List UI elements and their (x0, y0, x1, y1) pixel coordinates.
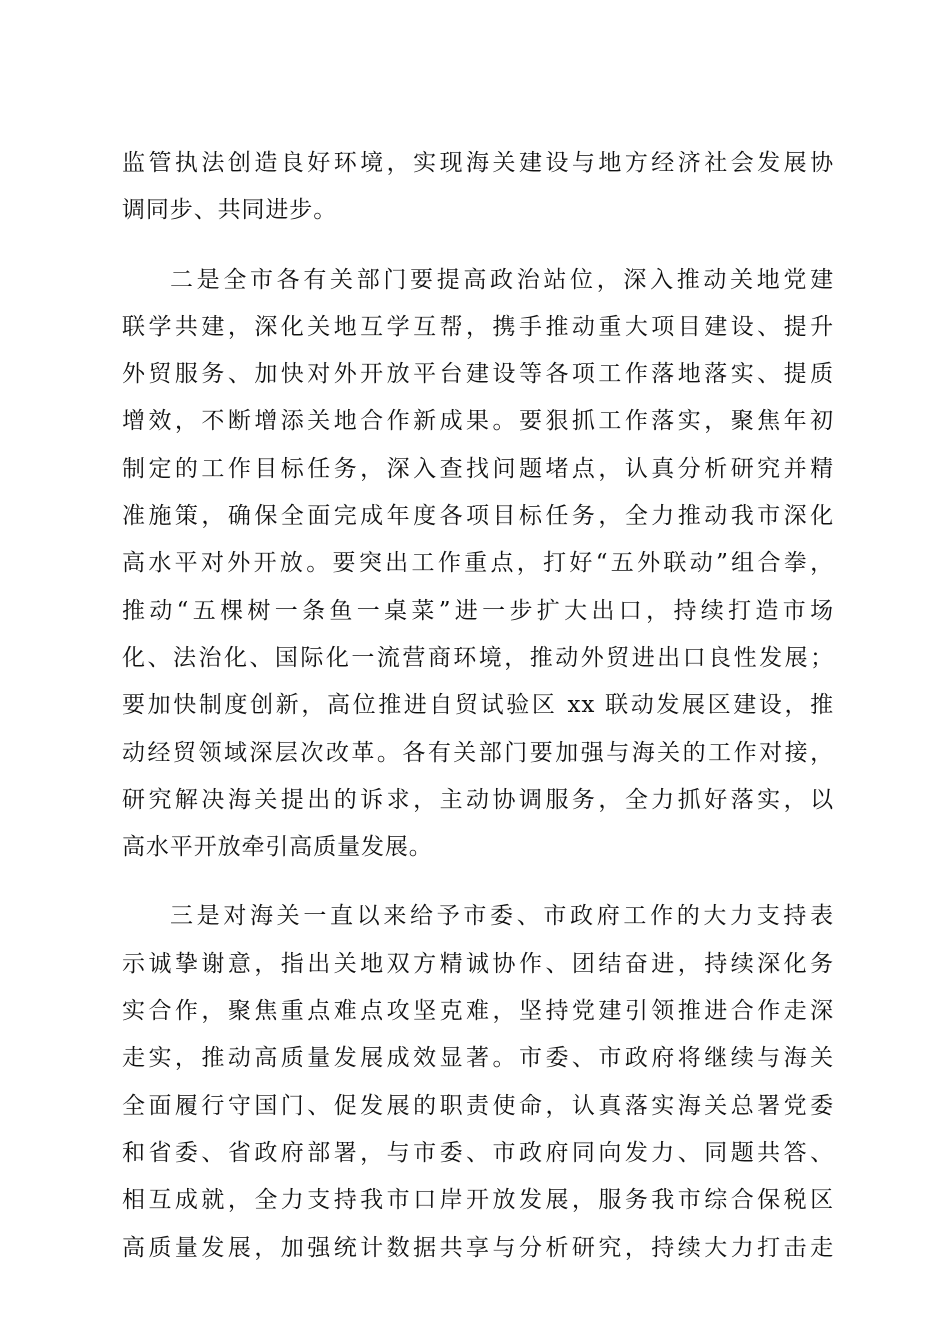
text-line: 二是全市各有关部门要提高政治站位，深入推动关地党建 (170, 266, 834, 293)
paragraph-point-two (122, 257, 834, 872)
text-line: 相互成就，全力支持我市口岸开放发展，服务我市综合保税区 (122, 1187, 834, 1214)
text-line: 高水平对外开放。要突出工作重点，打好“五外联动”组合拳， (122, 550, 834, 577)
text-line: 外贸服务、加快对外开放平台建设等各项工作落地落实、提质 (122, 361, 834, 388)
text-line: 全面履行守国门、促发展的职责使命，认真落实海关总署党委 (122, 1092, 834, 1119)
text-line: 高水平开放牵引高质量发展。 (122, 834, 433, 861)
text-line: 高质量发展，加强统计数据共享与分析研究，持续大力打击走 (122, 1234, 834, 1261)
text-line: 制定的工作目标任务，深入查找问题堵点，认真分析研究并精 (122, 455, 834, 482)
text-line: 实合作，聚焦重点难点攻坚克难，坚持党建引领推进合作走深 (122, 998, 834, 1025)
text-line: 三是对海关一直以来给予市委、市政府工作的大力支持表 (170, 903, 834, 930)
document-body (122, 140, 834, 1272)
text-line: 准施策，确保全面完成年度各项目标任务，全力推动我市深化 (122, 503, 834, 530)
text-line: 推动“五棵树一条鱼一桌菜”进一步扩大出口，持续打造市场 (122, 597, 834, 624)
text-line: 联学共建，深化关地互学互帮，携手推动重大项目建设、提升 (122, 313, 834, 340)
text-line: 动经贸领域深层次改革。各有关部门要加强与海关的工作对接， (122, 739, 834, 766)
text-line: 研究解决海关提出的诉求，主动协调服务，全力抓好落实，以 (122, 786, 834, 813)
text-line: 和省委、省政府部署，与市委、市政府同向发力、同题共答、 (122, 1139, 834, 1166)
text-line: 走实，推动高质量发展成效显著。市委、市政府将继续与海关 (122, 1045, 834, 1072)
text-line: 要加快制度创新，高位推进自贸试验区 xx 联动发展区建设，推 (122, 692, 834, 719)
text-line: 化、法治化、国际化一流营商环境，推动外贸进出口良性发展； (122, 644, 834, 671)
text-line: 调同步、共同进步。 (122, 197, 338, 224)
text-line: 监管执法创造良好环境，实现海关建设与地方经济社会发展协 (122, 150, 834, 176)
paragraph-point-three (122, 893, 834, 1271)
text-line: 示诚挚谢意，指出关地双方精诚协作、团结奋进，持续深化务 (122, 950, 834, 977)
paragraph-continuation (122, 140, 834, 235)
text-line: 增效，不断增添关地合作新成果。要狠抓工作落实，聚焦年初 (122, 408, 834, 435)
